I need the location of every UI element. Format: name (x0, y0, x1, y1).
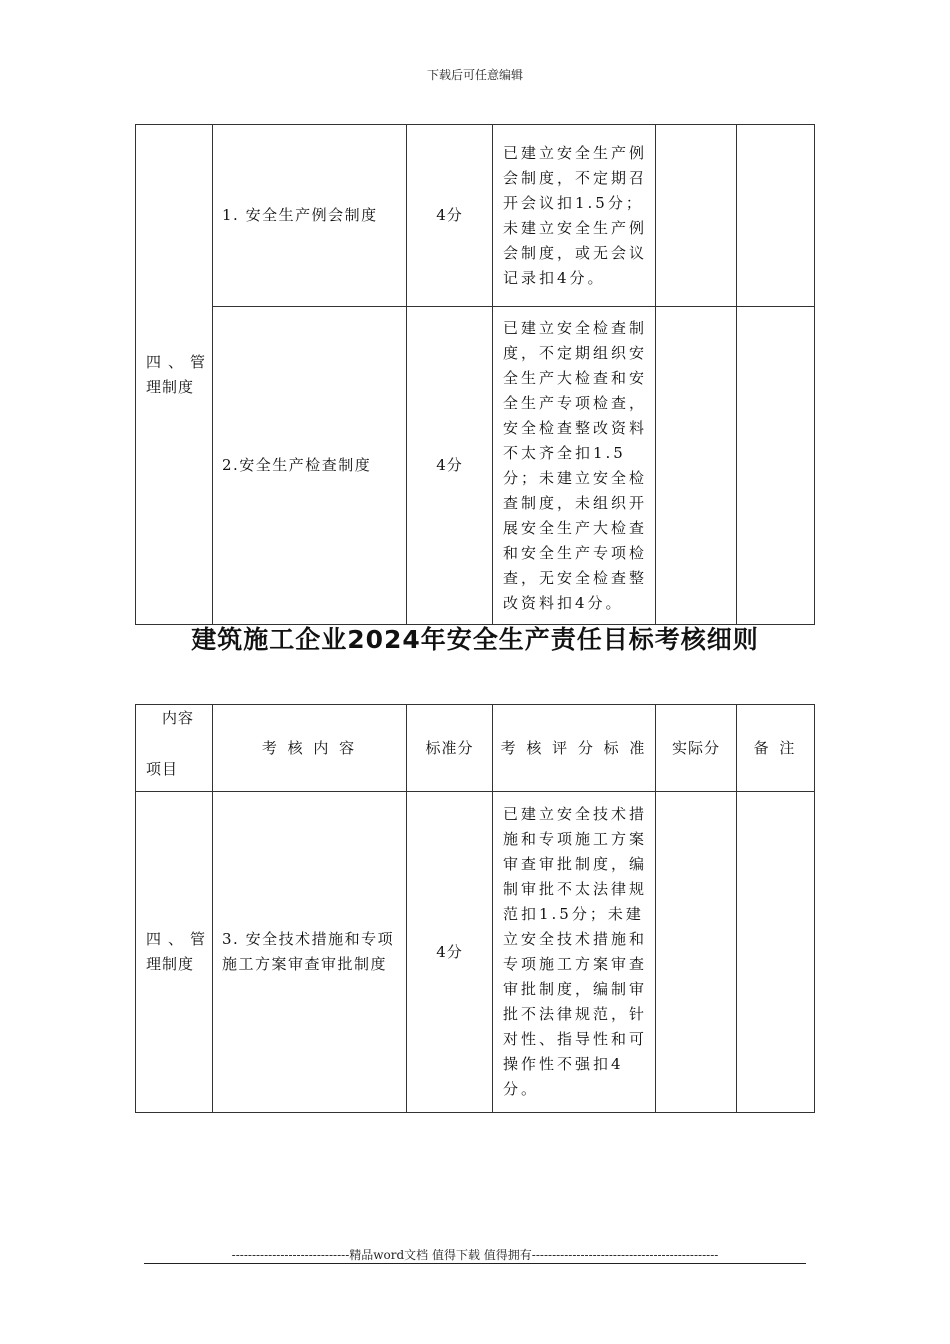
header-score: 标准分 (407, 705, 493, 792)
header-actual: 实际分 (656, 705, 737, 792)
document-title: 建筑施工企业2024年安全生产责任目标考核细则 (191, 625, 759, 654)
standard-cell: 已建立安全技术措施和专项施工方案审查审批制度，编制审批不太法律规范扣1.5分；未建立安全技术措施和专项施工方案审查审批制度，编制审批不法律规范，针对性、指导性和可操作性不强扣4分。 (493, 792, 656, 1113)
standard-cell: 已建立安全检查制度，不定期组织安全生产大检查和安全生产专项检查，安全检查整改资料不太齐全扣1.5分；未建立安全检查制度，未组织开展安全生产大检查和安全生产专项检查，无安全检查整改资料扣4分。 (493, 307, 656, 625)
header-project-label: 项目 (146, 760, 179, 778)
page-header-note: 下载后可任意编辑 (426, 68, 523, 82)
project-cell (136, 125, 213, 625)
assessment-table-continued (135, 124, 815, 625)
item-cell: 1. 安全生产例会制度 (213, 125, 407, 307)
header-content: 考 核 内 容 (213, 705, 407, 792)
actual-score-cell (656, 307, 737, 625)
table-row (136, 125, 815, 307)
standard-cell: 已建立安全生产例会制度，不定期召开会议扣1.5分；未建立安全生产例会制度，或无会议记录扣4分。 (493, 125, 656, 307)
assessment-table (135, 704, 815, 1113)
project-cell (136, 792, 213, 1113)
score-cell: 4分 (407, 307, 493, 625)
table-header-row (136, 705, 815, 792)
project-label-line2: 理制度 (146, 955, 195, 973)
footer-rule (144, 1263, 806, 1264)
project-label-line1: 四 、 管 (146, 930, 206, 948)
page-footer-note: -----------------------------精品word文档 值得下载 值得拥有---------------------------------------------- (231, 1248, 719, 1262)
actual-score-cell (656, 125, 737, 307)
remark-cell (737, 792, 815, 1113)
table-row (136, 792, 815, 1113)
header-project-cell (136, 705, 213, 792)
header-content-label: 内容 (162, 709, 195, 727)
header-remark: 备 注 (737, 705, 815, 792)
project-label-line1: 四 、 管 (146, 352, 206, 371)
header-standard: 考 核 评 分 标 准 (493, 705, 656, 792)
remark-cell (737, 125, 815, 307)
score-cell: 4分 (407, 125, 493, 307)
item-cell: 3. 安全技术措施和专项施工方案审查审批制度 (213, 792, 407, 1113)
table-row (136, 307, 815, 625)
item-cell: 2.安全生产检查制度 (213, 307, 407, 625)
score-cell: 4分 (407, 792, 493, 1113)
remark-cell (737, 307, 815, 625)
project-label-line2: 理制度 (146, 377, 195, 396)
actual-score-cell (656, 792, 737, 1113)
